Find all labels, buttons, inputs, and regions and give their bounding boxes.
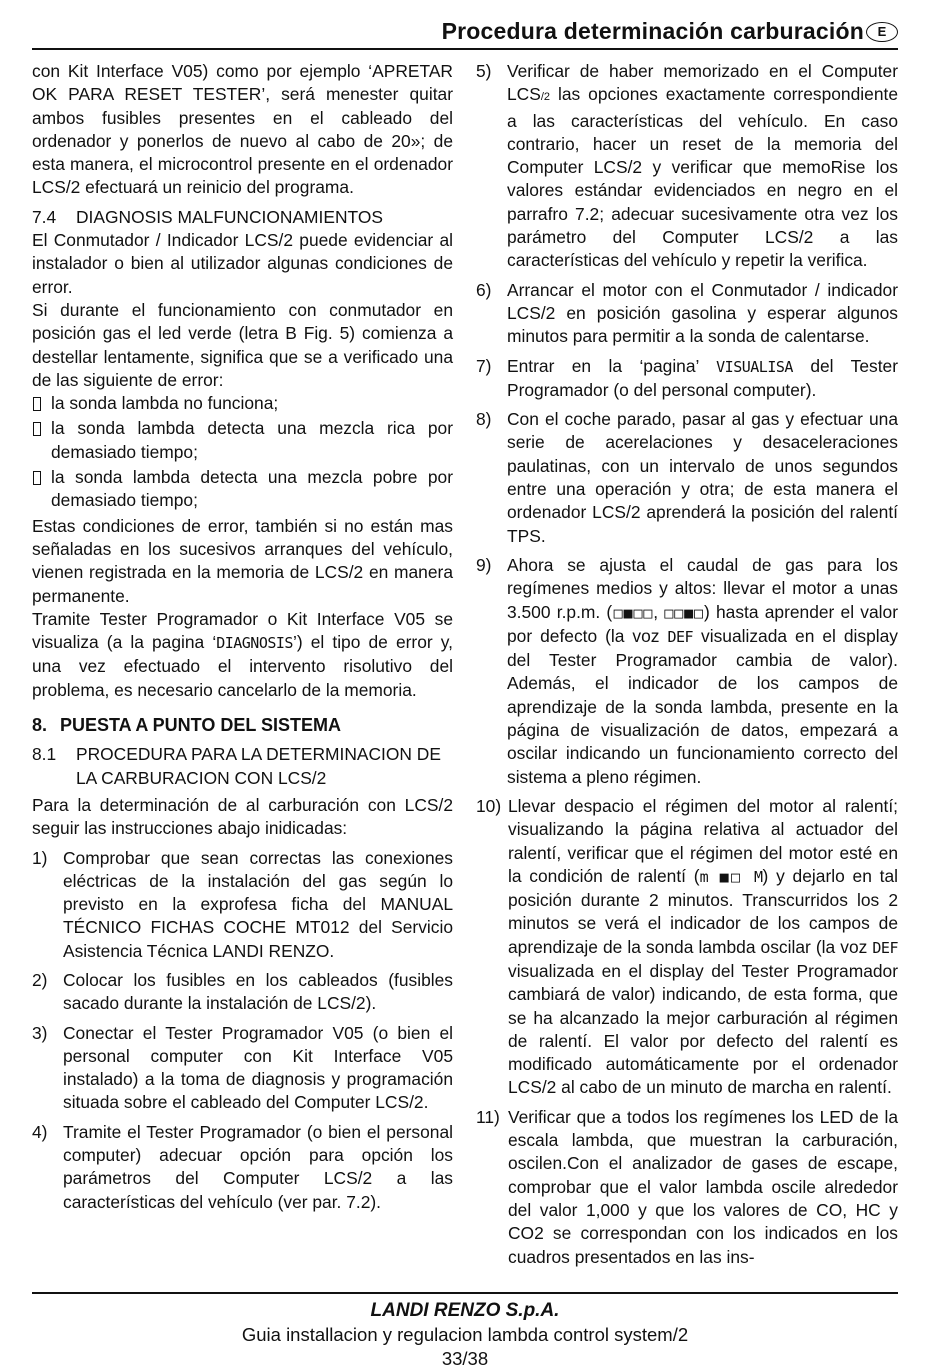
- step-item-5: [476, 60, 898, 273]
- step-text: ) hasta aprender el valor por defecto (la voz: [507, 601, 898, 646]
- bullet-box-icon: [33, 422, 41, 436]
- language-badge: E: [866, 22, 898, 42]
- section-title: PUESTA A PUNTO DEL SISTEMA: [60, 715, 342, 736]
- bullet-box-icon: [33, 397, 41, 411]
- step-item-9: [476, 554, 898, 789]
- step-number: 11): [476, 1106, 500, 1127]
- bullet-box-icon: [33, 471, 41, 485]
- step-text: Verificar de haber memorizado en el Computer LCS: [507, 61, 898, 105]
- step-text: las opciones exactamente correspondiente a las características del vehículo. En caso contrario, hacer un reset de la memoria del Computer LCS/2 y verificar que memoRise los valores estándar evidenciados en negro en el parrafro 7.2; adecuar sucesivamente otra vez los parámetro del Computer LCS/2 a las características del vehículo y repetir la verifica.: [507, 84, 898, 271]
- step-text: Verificar que a todos los regímenes los LED de la escala lambda, que muestran la carburación, oscilen.Con el analizador de gases de escape, comprobar que el valor lambda oscile alrededor del valor 1,000 y que los valores de CO, HC y CO2 se correspondan con los indicados en los cuadros presentados en las ins-: [508, 1106, 898, 1267]
- lcd-def-label: DEF: [872, 938, 898, 957]
- step-text: visualizada en el display del Tester Programador cambiará de valor) indicando, de esta forma, que se ha alcanzado la mejor carburación al régimen de ralentí. El valor por defecto del ralentí es modificado automáticamente por el ordenador LCS/2 al cabo de un minuto de marcha en ralentí.: [508, 960, 898, 1098]
- right-column: [476, 60, 898, 1275]
- section-7-4-heading: [32, 206, 453, 229]
- step-text: ,: [653, 601, 665, 622]
- bullet-item: [32, 392, 453, 415]
- step-text: del Tester Programador (o del personal computer).: [507, 355, 898, 400]
- footer-company: LANDI RENZO S.p.A.: [370, 1300, 560, 1321]
- step-text: Ahora se ajusta el caudal de gas para los regímenes medios y altos: llevar el motor a unas 3.500 r.p.m. (: [507, 554, 898, 622]
- step-text: Comprobar que sean correctas las conexiones eléctricas de la instalación del gas según lo previsto en la exprofesa ficha del MANUAL TÉCNICO FICHAS COCHE MT012 del Servicio Asistencia Técnica LANDI RENZO.: [63, 847, 453, 961]
- step-number: 8): [476, 409, 492, 430]
- lcd-idle-indicator-icon: m ■□ M: [699, 867, 763, 886]
- step-text: Tramite el Tester Programador (o bien el personal computer) adecuar opción para opción los parámetros del Computer LCS/2 a las características del vehículo (ver par. 7.2).: [63, 1121, 453, 1212]
- page-number: 33/38: [441, 1348, 489, 1369]
- section-number: 7.4: [32, 206, 57, 227]
- paragraph-para: Para la determinación de al carburación con LCS/2 seguir las instrucciones abajo inidicadas:: [32, 794, 453, 839]
- page-footer: [32, 1292, 898, 1370]
- lcd-segment-icon: □□■□: [664, 603, 704, 622]
- step-item-8: [476, 408, 898, 548]
- text-segment: ’) el tipo de error y, una vez efectuado el intervento risolutivo del problema, es necesario cancelarlo de la memoria.: [32, 632, 453, 700]
- step-number: 1): [32, 847, 48, 868]
- page-header: [32, 10, 898, 50]
- lcd-visualisa-label: VISUALISA: [716, 357, 793, 376]
- paragraph-si: Si durante el funcionamiento con conmutador en posición gas el led verde (letra B Fig. 5) comienza a destellar lentamente, significa que se a verificado una de las siguiente de error:: [32, 299, 453, 390]
- step-number: 2): [32, 969, 48, 990]
- step-text: visualizada en el display del Tester Programador cambia de valor). Además, el indicador de los campos de aprendizaje de la sonda lambda, presente en la página de visualización de datos, empezará a oscilar indicando un funcionamiento correcto del sistema a pleno régimen.: [507, 625, 898, 787]
- step-text: Conectar el Tester Programador V05 (o bien el personal computer con Kit Interface V05 instalado) a la toma de diagnosis y programación situada sobre el cableado del Computer LCS/2.: [63, 1022, 453, 1113]
- section-number: 8.: [32, 715, 48, 736]
- step-text: Entrar en la ‘pagina’: [507, 355, 717, 376]
- step-item-6: [476, 279, 898, 349]
- subscript-text: /2: [540, 91, 551, 104]
- section-8-1-heading: [32, 743, 453, 790]
- step-item-11: [476, 1106, 898, 1269]
- step-item-2: [32, 969, 453, 1016]
- step-number: 9): [476, 554, 492, 575]
- step-text: ) y dejarlo en tal posición durante 2 minutos. Transcurridos los 2 minutos se verá el indicador de los campos de aprendizaje de la sonda lambda oscilar (la voz: [508, 865, 899, 957]
- bullet-text: la sonda lambda no funciona;: [51, 393, 279, 414]
- step-number: 7): [476, 355, 492, 376]
- step-text: Con el coche parado, pasar al gas y efectuar una serie de acerelaciones y desaceleraciones paulatinas, con un intervalo de unos segundos entre una operación y otra; de esta manera el ordenador LCS/2 aprenderá la posición del ralentí TPS.: [507, 409, 898, 546]
- lcd-segment-icon: □■□□: [612, 603, 654, 622]
- step-number: 5): [476, 61, 492, 81]
- step-item-3: [32, 1022, 453, 1115]
- step-text: Colocar los fusibles en los cableados (fusibles sacado durante la instalación de LCS/2).: [63, 969, 453, 1014]
- step-item-1: [32, 847, 453, 963]
- paragraph-tramite: [32, 608, 453, 702]
- lcd-def-label: DEF: [667, 627, 694, 646]
- bullet-text: la sonda lambda detecta una mezcla rica por demasiado tiempo;: [51, 418, 453, 462]
- step-number: 4): [32, 1121, 48, 1142]
- step-number: 10): [476, 795, 502, 816]
- paragraph-conmutador: El Conmutador / Indicador LCS/2 puede evidenciar al instalador o bien al utilizador algunas condiciones de error.: [32, 230, 453, 297]
- lcd-diagnosis-label: DIAGNOSIS: [216, 634, 293, 653]
- section-title: DIAGNOSIS MALFUNCIONAMIENTOS: [76, 206, 383, 227]
- paragraph-estas: Estas condiciones de error, también si no están mas señaladas en los sucesivos arranques del vehículo, vienen registrada en la memoria de LCS/2 en manera permanente.: [32, 515, 453, 606]
- step-number: 6): [476, 279, 492, 300]
- step-item-10: [476, 795, 898, 1100]
- step-text: Llevar despacio el régimen del motor al ralentí; visualizando la página relativa al actuador del ralentí, verificar que el régimen del motor esté en la condición de ralentí (: [508, 795, 898, 886]
- bullet-item: [32, 417, 453, 464]
- paragraph-intro: con Kit Interface V05) como por ejemplo ‘APRETAR OK PARA RESET TESTER’, será menester quitar ambos fusibles presentes en el cableado del ordenador y ponerlos de nuevo al cabo de 20»; de esta manera, el microcontrol presente en el ordenador LCS/2 efectuará un reinicio del programa.: [32, 61, 453, 198]
- page-title: Procedura determinación carburación: [441, 18, 864, 44]
- step-item-7: [476, 355, 898, 403]
- section-title: PROCEDURA PARA LA DETERMINACION DE LA CARBURACION CON LCS/2: [76, 744, 441, 788]
- section-8-heading: [32, 714, 453, 737]
- step-number: 3): [32, 1022, 48, 1043]
- bullet-item: [32, 466, 453, 513]
- step-item-4: [32, 1121, 453, 1214]
- bullet-text: la sonda lambda detecta una mezcla pobre por demasiado tiempo;: [51, 467, 453, 511]
- step-text: Arrancar el motor con el Conmutador / indicador LCS/2 en posición gasolina y esperar algunos minutos para permitir a la sonda de calentarse.: [507, 279, 898, 347]
- text-segment: Tramite Tester Programador o Kit Interface V05 se visualiza (a la pagina ‘: [32, 608, 453, 653]
- footer-document-title: Guia installacion y regulacion lambda control system/2: [241, 1324, 689, 1345]
- left-column: [32, 60, 453, 1220]
- section-number: 8.1: [32, 744, 57, 765]
